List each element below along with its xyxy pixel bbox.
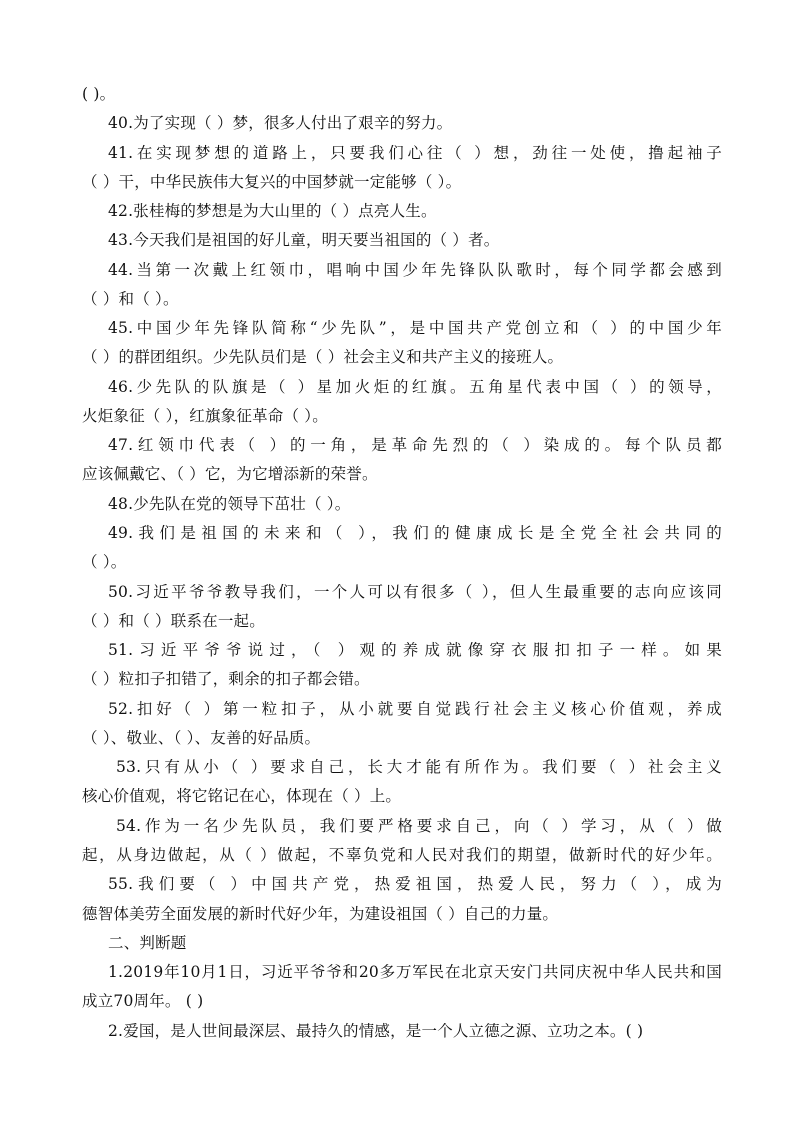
question-55-line-1: 55.我们要（ ）中国共产党，热爱祖国，热爱人民，努力（ ），成为 xyxy=(108,875,722,893)
question-52-line-1: 52.扣好（ ）第一粒扣子，从小就要自觉践行社会主义核心价值观，养成 xyxy=(108,700,722,718)
question-53-line-1: 53.只有从小（ ）要求自己，长大才能有所作为。我们要（ ）社会主义 xyxy=(116,758,722,776)
question-52-line-2: （ ）、敬业、（ ）、友善的好品质。 xyxy=(82,729,321,747)
question-50-line-1: 50.习近平爷爷教导我们，一个人可以有很多（ ），但人生最重要的志向应该同 xyxy=(108,583,722,601)
question-43: 43.今天我们是祖国的好儿童，明天要当祖国的（ ）者。 xyxy=(108,231,500,249)
question-45-line-2: （ ）的群团组织。少先队员们是（ ）社会主义和共产主义的接班人。 xyxy=(82,348,564,366)
judgment-1-line-1: 1.2019年10月1日，习近平爷爷和20多万军民在北京天安门共同庆祝中华人民共和国 xyxy=(108,963,722,981)
question-45-line-1: 45.中国少年先锋队简称“少先队”，是中国共产党创立和（ ）的中国少年 xyxy=(108,319,722,337)
question-42: 42.张桂梅的梦想是为大山里的（ ）点亮人生。 xyxy=(108,202,437,220)
judgment-1-line-2: 成立70周年。 ( ) xyxy=(82,992,204,1010)
question-49-line-2: （ ）。 xyxy=(82,553,127,571)
question-44-line-1: 44.当第一次戴上红领巾，唱响中国少年先锋队队歌时，每个同学都会感到 xyxy=(108,261,722,279)
question-53-line-2: 核心价值观，将它铭记在心，体现在（ ）上。 xyxy=(82,787,402,805)
question-41-line-1: 41.在实现梦想的道路上，只要我们心往（ ）想，劲往一处使，撸起袖子 xyxy=(108,144,722,162)
question-47-line-2: 应该佩戴它、（ ）它，为它增添新的荣誉。 xyxy=(82,465,378,483)
judgment-2: 2.爱国，是人世间最深层、最持久的情感，是一个人立德之源、立功之本。( ) xyxy=(108,1022,644,1040)
answer-line-39-end: ( )。 xyxy=(82,85,116,103)
question-47-line-1: 47.红领巾代表（ ）的一角，是革命先烈的（ ）染成的。每个队员都 xyxy=(108,436,722,454)
question-54-line-1: 54.作为一名少先队员，我们要严格要求自己，向（ ）学习，从（ ）做 xyxy=(116,817,722,835)
question-46-line-2: 火炬象征（ ），红旗象征革命（ ）。 xyxy=(82,407,328,425)
question-51-line-2: （ ）粒扣子扣错了，剩余的扣子都会错。 xyxy=(82,670,370,688)
section-heading-judgment: 二、判断题 xyxy=(108,934,187,952)
question-44-line-2: （ ）和（ ）。 xyxy=(82,290,179,308)
question-55-line-2: 德智体美劳全面发展的新时代好少年，为建设祖国（ ）自己的力量。 xyxy=(82,905,559,923)
question-49-line-1: 49.我们是祖国的未来和（ ），我们的健康成长是全党全社会共同的 xyxy=(108,524,722,542)
question-50-line-2: （ ）和（ ）联系在一起。 xyxy=(82,612,265,630)
question-40: 40.为了实现（ ）梦，很多人付出了艰辛的努力。 xyxy=(108,114,453,132)
question-51-line-1: 51.习近平爷爷说过，（ ）观的养成就像穿衣服扣扣子一样。如果 xyxy=(108,641,722,659)
question-46-line-1: 46.少先队的队旗是（ ）星加火炬的红旗。五角星代表中国（ ）的领导， xyxy=(108,378,722,396)
question-48: 48.少先队在党的领导下茁壮（ ）。 xyxy=(108,495,351,513)
question-41-line-2: （ ）干，中华民族伟大复兴的中国梦就一定能够（ ）。 xyxy=(82,173,462,191)
question-54-line-2: 起，从身边做起，从（ ）做起，不辜负党和人民对我们的期望，做新时代的好少年。 xyxy=(82,846,722,864)
